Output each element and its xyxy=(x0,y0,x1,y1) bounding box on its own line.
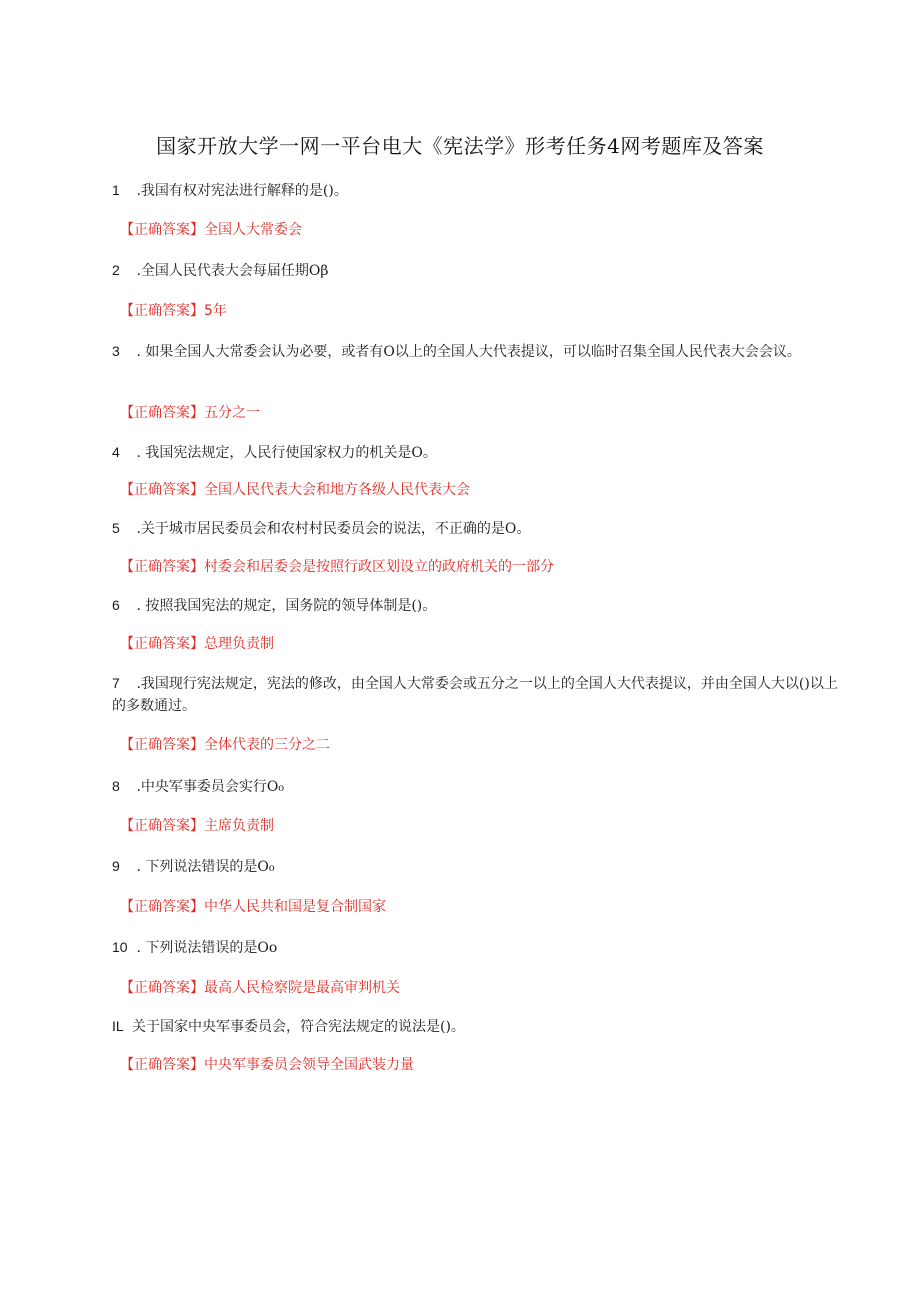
answer-6 xyxy=(120,633,274,655)
question-text: . 如果全国人大常委会认为必要，或者有O以上的全国人大代表提议，可以临时召集全国人民代表大会会议。 xyxy=(132,344,801,360)
question-number: 2 xyxy=(112,262,120,278)
answer-11 xyxy=(120,1054,414,1076)
answer-text: 中央军事委员会领导全国武装力量 xyxy=(204,1057,414,1073)
answer-3 xyxy=(120,402,260,424)
question-3 xyxy=(112,340,847,363)
question-text: . 下列说法错误的是Oo xyxy=(132,940,278,956)
answer-label: 【正确答案】 xyxy=(120,405,204,421)
question-number: 7 xyxy=(112,675,120,691)
question-5 xyxy=(112,517,847,540)
answer-text: 主席负责制 xyxy=(204,818,274,834)
answer-2 xyxy=(120,300,227,322)
question-number: 4 xyxy=(112,444,120,460)
answer-label: 【正确答案】 xyxy=(120,980,204,996)
answer-text: 5年 xyxy=(204,303,227,319)
answer-label: 【正确答案】 xyxy=(120,899,204,915)
answer-text: 中华人民共和国是复合制国家 xyxy=(204,899,386,915)
answer-label: 【正确答案】 xyxy=(120,636,204,652)
answer-text: 总理负责制 xyxy=(204,636,274,652)
question-6 xyxy=(112,594,847,617)
answer-label: 【正确答案】 xyxy=(120,303,204,319)
question-text: .全国人民代表大会每届任期Oβ xyxy=(132,263,329,279)
question-text: . 下列说法错误的是O₀ xyxy=(132,859,275,875)
answer-label: 【正确答案】 xyxy=(120,818,204,834)
question-number: 3 xyxy=(112,343,120,359)
answer-4 xyxy=(120,479,470,501)
answer-label: 【正确答案】 xyxy=(120,1057,204,1073)
question-10 xyxy=(112,936,847,959)
question-number: 8 xyxy=(112,778,120,794)
answer-8 xyxy=(120,815,274,837)
question-number: 5 xyxy=(112,520,120,536)
question-number: 10 xyxy=(112,939,128,955)
answer-text: 全体代表的三分之二 xyxy=(204,737,330,753)
answer-label: 【正确答案】 xyxy=(120,737,204,753)
answer-text: 村委会和居委会是按照行政区划设立的政府机关的一部分 xyxy=(204,559,554,575)
question-number: IL xyxy=(112,1018,124,1034)
answer-text: 五分之一 xyxy=(204,405,260,421)
question-text: .中央军事委员会实行O₀ xyxy=(132,779,284,795)
answer-label: 【正确答案】 xyxy=(120,482,204,498)
question-8 xyxy=(112,775,847,798)
answer-label: 【正确答案】 xyxy=(120,559,204,575)
answer-label: 【正确答案】 xyxy=(120,222,204,238)
answer-text: 全国人大常委会 xyxy=(204,222,302,238)
answer-7 xyxy=(120,734,330,756)
question-text: .我国现行宪法规定，宪法的修改，由全国人大常委会或五分之一以上的全国人大代表提议，并由全国人大以()以上的多数通过。 xyxy=(112,676,838,714)
question-text: . 我国宪法规定，人民行使国家权力的机关是O。 xyxy=(132,445,437,461)
question-text: 关于国家中央军事委员会，符合宪法规定的说法是()。 xyxy=(132,1019,465,1035)
question-text: .我国有权对宪法进行解释的是()。 xyxy=(132,183,348,199)
question-text: .关于城市居民委员会和农村村民委员会的说法，不正确的是O。 xyxy=(132,521,531,537)
question-text: . 按照我国宪法的规定，国务院的领导体制是()。 xyxy=(132,598,437,614)
question-number: 6 xyxy=(112,597,120,613)
question-9 xyxy=(112,855,847,878)
answer-text: 最高人民检察院是最高审判机关 xyxy=(204,980,400,996)
question-number: 1 xyxy=(112,182,120,198)
question-7 xyxy=(112,672,847,717)
answer-text: 全国人民代表大会和地方各级人民代表大会 xyxy=(204,482,470,498)
question-number: 9 xyxy=(112,858,120,874)
question-4 xyxy=(112,441,847,464)
answer-10 xyxy=(120,977,400,999)
question-2 xyxy=(112,259,847,282)
question-1 xyxy=(112,179,847,202)
answer-9 xyxy=(120,896,386,918)
answer-1 xyxy=(120,219,302,241)
question-11 xyxy=(112,1015,847,1038)
answer-5 xyxy=(120,556,554,578)
document-title: 国家开放大学一网一平台电大《宪法学》形考任务4网考题库及答案 xyxy=(156,134,764,158)
